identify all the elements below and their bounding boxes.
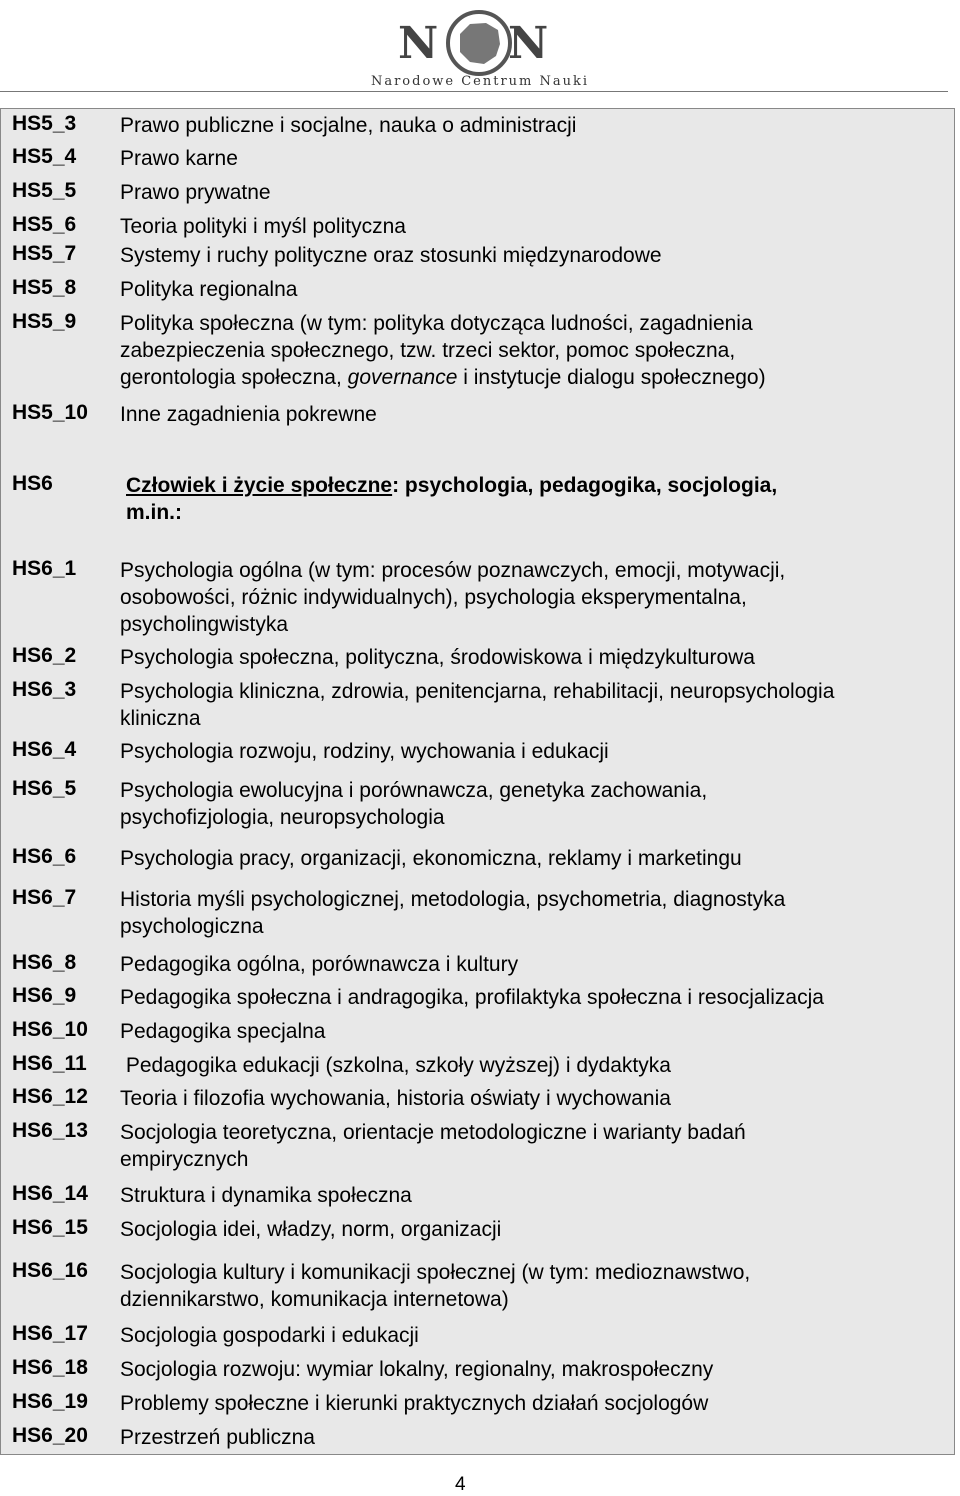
row-text-line: Pedagogika specjalna xyxy=(120,1020,326,1043)
row-text: Polityka regionalna xyxy=(120,278,298,301)
row-code: HS6_2 xyxy=(12,644,77,667)
row-text xyxy=(120,1018,935,1045)
row-code: HS5_3 xyxy=(12,112,77,135)
row-code: HS6_9 xyxy=(12,984,77,1007)
row-text: Inne zagadnienia pokrewne xyxy=(120,403,377,426)
section-title-line2: m.in.: xyxy=(126,501,182,524)
row-text xyxy=(120,845,935,872)
row-text-line: Problemy społeczne i kierunki praktycznych działań socjologów xyxy=(120,1392,709,1415)
row-text xyxy=(120,1259,935,1313)
row-text-line: Pedagogika ogólna, porównawcza i kultury xyxy=(120,953,519,976)
row-text-line: Psychologia kliniczna, zdrowia, penitencjarna, rehabilitacji, neuropsychologia xyxy=(120,680,835,703)
row-text xyxy=(120,1052,935,1079)
row-code: HS6_5 xyxy=(12,777,77,800)
row-text-line: Historia myśli psychologicznej, metodologia, psychometria, diagnostyka xyxy=(120,888,786,911)
row-text-line: osobowości, różnic indywidualnych), psychologia eksperymentalna, xyxy=(120,586,747,609)
row-text-line: Socjologia idei, władzy, norm, organizacji xyxy=(120,1218,502,1241)
row-text xyxy=(120,557,935,638)
row-text-line: zabezpieczenia społecznego, tzw. trzeci sektor, pomoc społeczna, xyxy=(120,339,736,362)
row-code: HS6_13 xyxy=(12,1119,88,1142)
row-text xyxy=(120,738,935,765)
row-code: HS6_17 xyxy=(12,1322,88,1345)
logo-letter-right: N xyxy=(508,18,549,69)
row-text xyxy=(120,1182,935,1209)
row-text xyxy=(120,1322,935,1349)
row-text: Prawo publiczne i socjalne, nauka o administracji xyxy=(120,114,577,137)
row-text xyxy=(120,678,935,732)
row-code: HS5_6 xyxy=(12,213,77,236)
row-code: HS6_12 xyxy=(12,1085,88,1108)
row-text-line: Psychologia ogólna (w tym: procesów poznawczych, emocji, motywacji, xyxy=(120,559,786,582)
row-text-line: Psychologia ewolucyjna i porównawcza, genetyka zachowania, xyxy=(120,779,708,802)
row-code: HS6_11 xyxy=(12,1052,87,1075)
row-code: HS6_14 xyxy=(12,1182,88,1205)
row-text-line: gerontologia społeczna, xyxy=(120,366,348,389)
logo-letter-left: N xyxy=(398,18,439,69)
row-code: HS6_4 xyxy=(12,738,77,761)
row-text: Systemy i ruchy polityczne oraz stosunki międzynarodowe xyxy=(120,244,662,267)
row-code: HS5_4 xyxy=(12,145,77,168)
row-text-line: empirycznych xyxy=(120,1148,249,1171)
row-text-line: Struktura i dynamika społeczna xyxy=(120,1184,412,1207)
header-divider xyxy=(0,91,948,92)
row-code: HS5_5 xyxy=(12,179,77,202)
row-code: HS5_10 xyxy=(12,401,88,424)
row-code: HS5_7 xyxy=(12,242,77,265)
section-title xyxy=(126,472,906,526)
row-text-line: psycholingwistyka xyxy=(120,613,289,636)
page-number: 4 xyxy=(455,1474,466,1495)
row-code: HS5_9 xyxy=(12,310,77,333)
row-code: HS6_1 xyxy=(12,557,77,580)
row-text: Teoria polityki i myśl polityczna xyxy=(120,215,406,238)
row-code: HS6_16 xyxy=(12,1259,88,1282)
row-code: HS6_15 xyxy=(12,1216,88,1239)
row-code: HS6_10 xyxy=(12,1018,88,1041)
row-text xyxy=(120,1119,935,1173)
row-text-line: Psychologia społeczna, polityczna, środowiskowa i międzykulturowa xyxy=(120,646,755,669)
row-text xyxy=(120,1085,935,1112)
row-text-italic: governance xyxy=(347,366,458,389)
row-code: HS6_18 xyxy=(12,1356,88,1379)
row-text-line: Teoria i filozofia wychowania, historia oświaty i wychowania xyxy=(120,1087,671,1110)
row-text-line: Pedagogika społeczna i andragogika, profilaktyka społeczna i resocjalizacja xyxy=(120,986,824,1009)
row-text-line: Socjologia kultury i komunikacji społecznej (w tym: medioznawstwo, xyxy=(120,1261,751,1284)
logo-subtitle: Narodowe Centrum Nauki xyxy=(370,74,590,89)
row-text-line: Socjologia rozwoju: wymiar lokalny, regionalny, makrospołeczny xyxy=(120,1358,714,1381)
row-text-line: Psychologia pracy, organizacji, ekonomiczna, reklamy i marketingu xyxy=(120,847,742,870)
row-text-line: Przestrzeń publiczna xyxy=(120,1426,315,1449)
row-text xyxy=(120,310,935,391)
poland-map-icon xyxy=(446,10,512,76)
row-text-line: Pedagogika edukacji (szkolna, szkoły wyższej) i dydaktyka xyxy=(120,1054,671,1077)
row-code: HS6_8 xyxy=(12,951,77,974)
row-text xyxy=(120,1356,935,1383)
section-title-rest: : psychologia, pedagogika, socjologia, xyxy=(392,474,778,497)
row-text-line: Psychologia rozwoju, rodziny, wychowania i edukacji xyxy=(120,740,609,763)
row-text-line: Socjologia gospodarki i edukacji xyxy=(120,1324,419,1347)
row-text-line: dziennikarstwo, komunikacja internetowa) xyxy=(120,1288,509,1311)
row-text-line: kliniczna xyxy=(120,707,201,730)
logo-letters xyxy=(380,10,580,70)
row-text-line: psychofizjologia, neuropsychologia xyxy=(120,806,445,829)
ncn-logo xyxy=(370,4,590,90)
row-code: HS6_19 xyxy=(12,1390,88,1413)
row-text-line: i instytucje dialogu społecznego) xyxy=(457,366,766,389)
row-code: HS5_8 xyxy=(12,276,77,299)
row-text-line: Polityka społeczna (w tym: polityka dotycząca ludności, zagadnienia xyxy=(120,312,753,335)
section-code: HS6 xyxy=(12,472,53,495)
row-text xyxy=(120,984,935,1011)
row-text xyxy=(120,1424,935,1451)
row-text xyxy=(120,1390,935,1417)
row-text xyxy=(120,777,935,831)
section-title-underlined: Człowiek i życie społeczne xyxy=(126,474,393,497)
row-text-line: psychologiczna xyxy=(120,915,264,938)
row-text-line: Socjologia teoretyczna, orientacje metodologiczne i warianty badań xyxy=(120,1121,746,1144)
row-code: HS6_3 xyxy=(12,678,77,701)
row-code: HS6_6 xyxy=(12,845,77,868)
row-text: Prawo karne xyxy=(120,147,238,170)
row-text xyxy=(120,1216,935,1243)
row-text: Prawo prywatne xyxy=(120,181,271,204)
row-text xyxy=(120,886,935,940)
row-text xyxy=(120,951,935,978)
row-code: HS6_7 xyxy=(12,886,77,909)
row-text xyxy=(120,644,935,671)
row-code: HS6_20 xyxy=(12,1424,88,1447)
